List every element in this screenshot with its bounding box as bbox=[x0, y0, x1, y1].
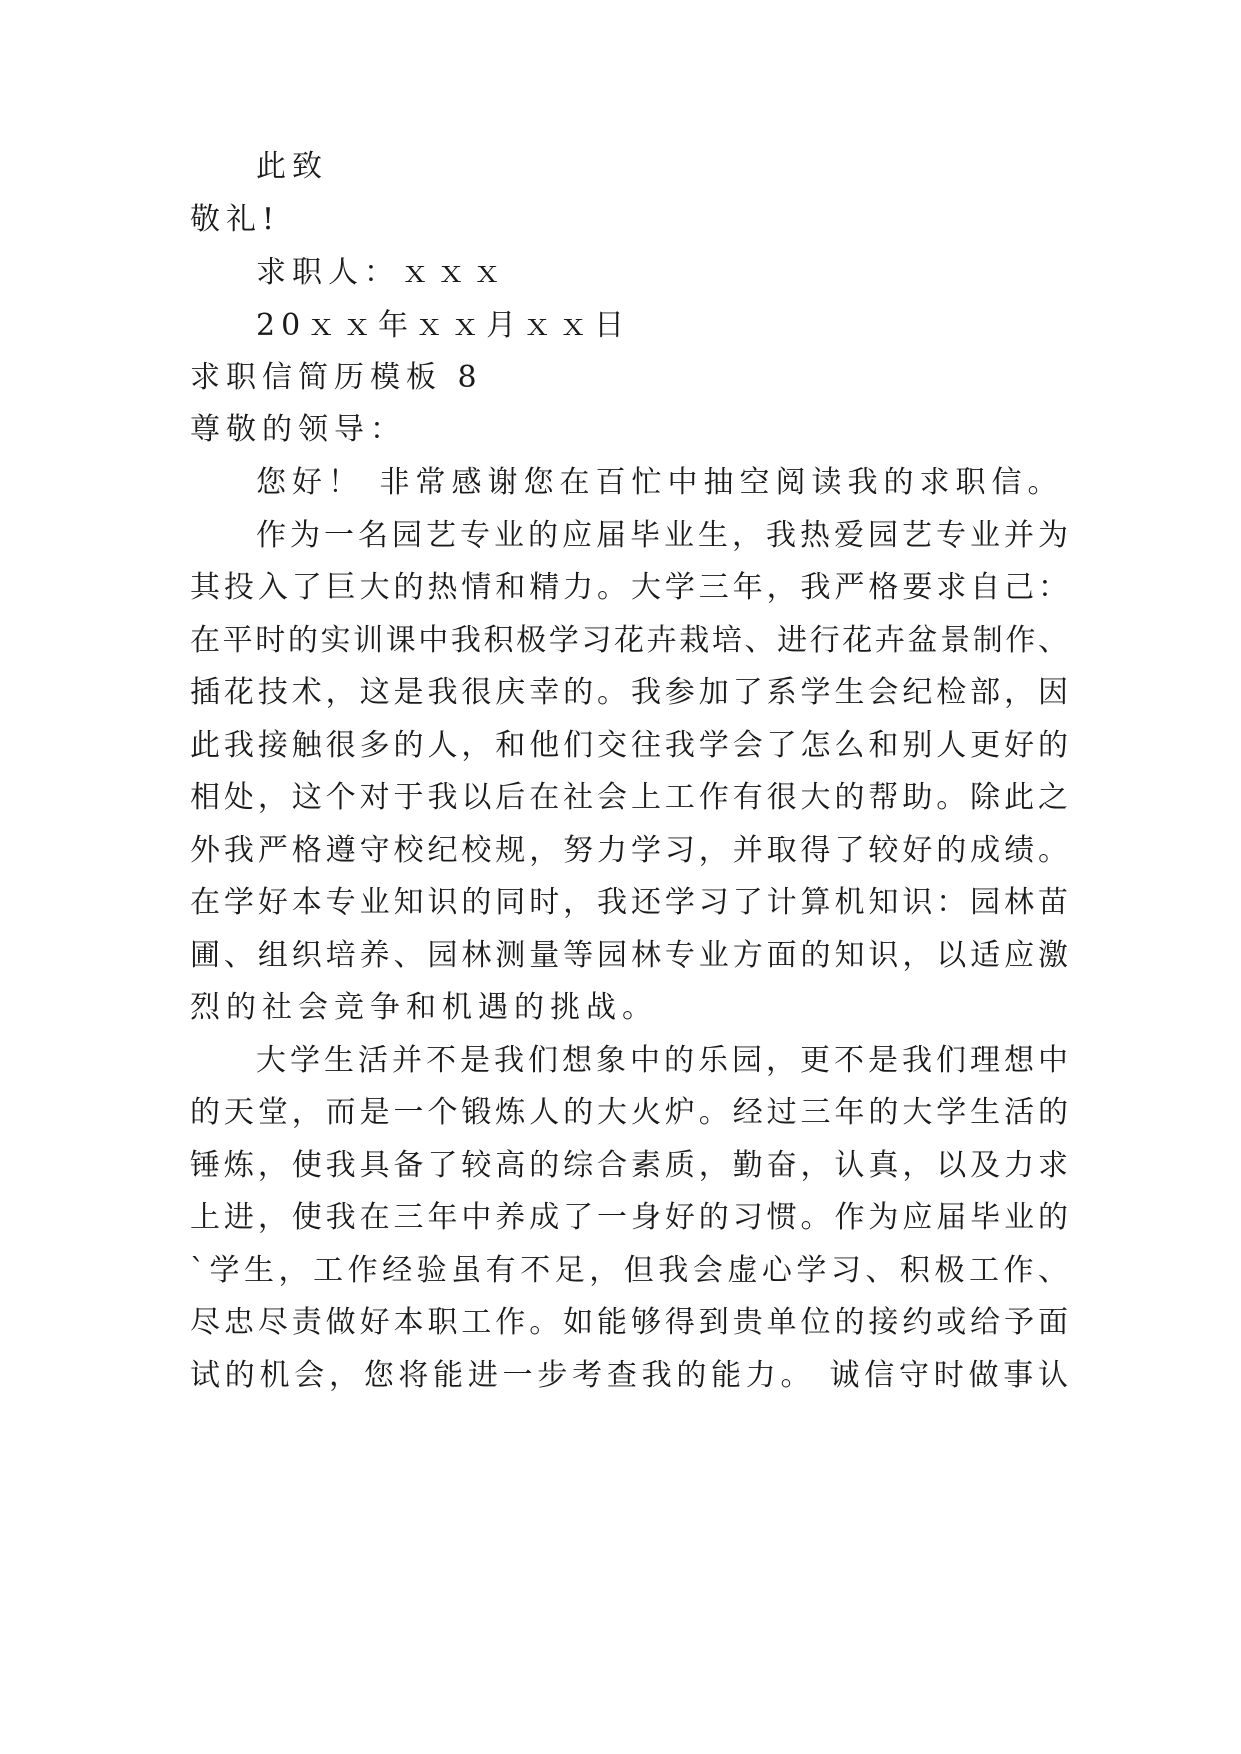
body-line: 试的机会，您将能进一步考查我的能力。 诚信守时做事认 bbox=[190, 1358, 1070, 1393]
body-line: 插花技术，这是我很庆幸的。我参加了系学生会纪检部，因 bbox=[190, 675, 1070, 710]
applicant-signature: 求职人：ｘｘｘ bbox=[256, 255, 508, 290]
body-line: 大学生活并不是我们想象中的乐园，更不是我们理想中 bbox=[256, 1043, 1070, 1078]
body-line: 烈的社会竞争和机遇的挑战。 bbox=[190, 990, 658, 1025]
body-line: `学生，工作经验虽有不足，但我会虚心学习、积极工作、 bbox=[190, 1253, 1070, 1288]
body-line: 在学好本专业知识的同时，我还学习了计算机知识：园林苗 bbox=[190, 885, 1070, 920]
body-line: 您好！ 非常感谢您在百忙中抽空阅读我的求职信。 bbox=[256, 465, 1064, 500]
body-line: 尽忠尽责做好本职工作。如能够得到贵单位的接约或给予面 bbox=[190, 1305, 1070, 1340]
body-line: 上进，使我在三年中养成了一身好的习惯。作为应届毕业的 bbox=[190, 1200, 1070, 1235]
body-line: 锤炼，使我具备了较高的综合素质，勤奋，认真，以及力求 bbox=[190, 1148, 1070, 1183]
body-line: 相处，这个对于我以后在社会上工作有很大的帮助。除此之 bbox=[190, 780, 1070, 815]
body-line: 在平时的实训课中我积极学习花卉栽培、进行花卉盆景制作、 bbox=[190, 623, 1070, 658]
body-line: 的天堂，而是一个锻炼人的大火炉。经过三年的大学生活的 bbox=[190, 1095, 1070, 1130]
body-line: 其投入了巨大的热情和精力。大学三年，我严格要求自己： bbox=[190, 570, 1070, 605]
greeting: 尊敬的领导： bbox=[190, 412, 406, 447]
body-line: 此我接触很多的人，和他们交往我学会了怎么和别人更好的 bbox=[190, 728, 1070, 763]
body-line: 作为一名园艺专业的应届毕业生，我热爱园艺专业并为 bbox=[256, 518, 1070, 553]
closing-regards: 敬礼! bbox=[190, 202, 281, 237]
closing-salutation: 此致 bbox=[256, 149, 328, 184]
body-line: 圃、组织培养、园林测量等园林专业方面的知识，以适应激 bbox=[190, 938, 1070, 973]
template-heading: 求职信简历模板 8 bbox=[190, 360, 483, 395]
body-line: 外我严格遵守校纪校规，努力学习，并取得了较好的成绩。 bbox=[190, 833, 1070, 868]
letter-date: 20ｘｘ年ｘｘ月ｘｘ日 bbox=[256, 308, 631, 343]
